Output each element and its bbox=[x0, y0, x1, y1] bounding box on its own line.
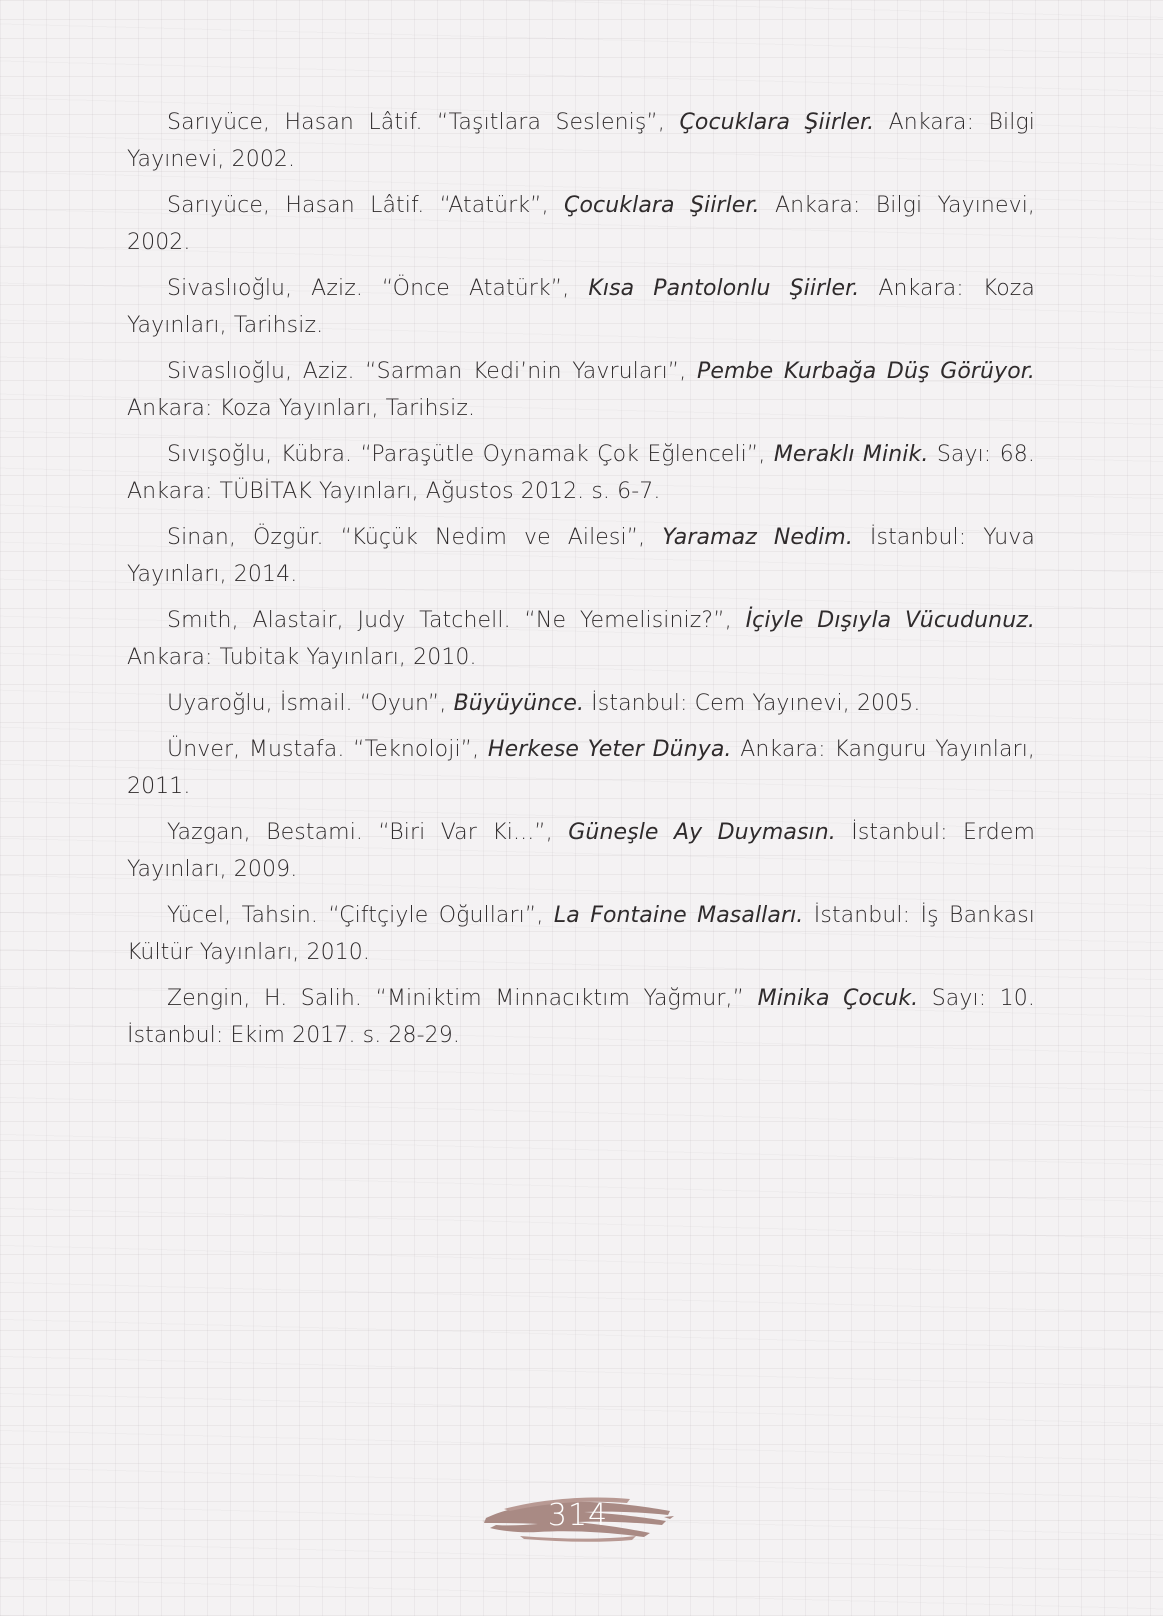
entry-publication-info: Ankara: Kanguru Yayınları, 2011. bbox=[127, 737, 1035, 799]
entry-author-title: Yazgan, Bestami. “Biri Var Ki...”, bbox=[167, 820, 569, 845]
bibliography-entry bbox=[127, 104, 1035, 178]
entry-author-title: Smıth, Alastair, Judy Tatchell. “Ne Yemelisiniz?”, bbox=[167, 608, 746, 633]
entry-work-title: Güneşle Ay Duymasın. bbox=[568, 820, 836, 845]
entry-publication-info: Ankara: Koza Yayınları, Tarihsiz. bbox=[127, 396, 476, 421]
entry-work-title: Çocuklara Şiirler. bbox=[564, 193, 760, 218]
entry-work-title: Yaramaz Nedim. bbox=[662, 525, 853, 550]
bibliography-entry bbox=[127, 602, 1035, 676]
entry-publication-info: İstanbul: Cem Yayınevi, 2005. bbox=[584, 691, 921, 716]
entry-author-title: Sarıyüce, Hasan Lâtif. “Taşıtlara Sesleniş”, bbox=[167, 110, 680, 135]
bibliography-entry bbox=[127, 814, 1035, 888]
bibliography-entry bbox=[127, 519, 1035, 593]
bibliography-entry bbox=[127, 270, 1035, 344]
entry-author-title: Ünver, Mustafa. “Teknoloji”, bbox=[167, 737, 488, 762]
entry-publication-info: İstanbul: Erdem Yayınları, 2009. bbox=[127, 820, 1035, 882]
entry-work-title: La Fontaine Masalları. bbox=[553, 903, 804, 928]
entry-author-title: Zengin, H. Salih. “Miniktim Minnacıktım Yağmur,” bbox=[167, 986, 758, 1011]
bibliography-entry bbox=[127, 731, 1035, 805]
page-number-badge bbox=[480, 1487, 676, 1545]
page-number: 314 bbox=[547, 1498, 609, 1533]
entry-work-title: Herkese Yeter Dünya. bbox=[487, 737, 732, 762]
entry-publication-info: Sayı: 68. Ankara: TÜBİTAK Yayınları, Ağustos 2012. s. 6-7. bbox=[127, 442, 1035, 504]
entry-work-title: İçiyle Dışıyla Vücudunuz. bbox=[745, 608, 1035, 633]
entry-author-title: Sivaslıoğlu, Aziz. “Önce Atatürk”, bbox=[167, 276, 589, 301]
entry-publication-info: İstanbul: İş Bankası Kültür Yayınları, 2010. bbox=[127, 903, 1035, 965]
bibliography-entry bbox=[127, 353, 1035, 427]
entry-author-title: Sarıyüce, Hasan Lâtif. “Atatürk”, bbox=[167, 193, 565, 218]
entry-work-title: Pembe Kurbağa Düş Görüyor. bbox=[697, 359, 1035, 384]
entry-publication-info: Ankara: Bilgi Yayınevi, 2002. bbox=[127, 193, 1036, 255]
entry-work-title: Çocuklara Şiirler. bbox=[679, 110, 875, 135]
bibliography-entry bbox=[127, 685, 1035, 722]
bibliography-entry bbox=[127, 980, 1035, 1054]
bibliography-list bbox=[127, 104, 1035, 1063]
entry-author-title: Uyaroğlu, İsmail. “Oyun”, bbox=[167, 691, 454, 716]
bibliography-entry bbox=[127, 187, 1035, 261]
entry-publication-info: Ankara: Bilgi Yayınevi, 2002. bbox=[127, 110, 1035, 172]
entry-author-title: Yücel, Tahsin. “Çiftçiyle Oğulları”, bbox=[167, 903, 554, 928]
entry-author-title: Sivaslıoğlu, Aziz. “Sarman Kedi’nin Yavruları”, bbox=[167, 359, 698, 384]
bibliography-entry bbox=[127, 897, 1035, 971]
entry-publication-info: Sayı: 10. İstanbul: Ekim 2017. s. 28-29. bbox=[127, 986, 1035, 1048]
entry-work-title: Meraklı Minik. bbox=[773, 442, 929, 467]
entry-publication-info: Ankara: Tubitak Yayınları, 2010. bbox=[127, 645, 477, 670]
entry-work-title: Minika Çocuk. bbox=[757, 986, 919, 1011]
entry-publication-info: Ankara: Koza Yayınları, Tarihsiz. bbox=[127, 276, 1036, 338]
entry-author-title: Sinan, Özgür. “Küçük Nedim ve Ailesi”, bbox=[167, 525, 663, 550]
entry-publication-info: İstanbul: Yuva Yayınları, 2014. bbox=[127, 525, 1035, 587]
entry-author-title: Sıvışoğlu, Kübra. “Paraşütle Oynamak Çok Eğlenceli”, bbox=[167, 442, 774, 467]
entry-work-title: Kısa Pantolonlu Şiirler. bbox=[588, 276, 860, 301]
bibliography-entry bbox=[127, 436, 1035, 510]
entry-work-title: Büyüyünce. bbox=[453, 691, 585, 716]
